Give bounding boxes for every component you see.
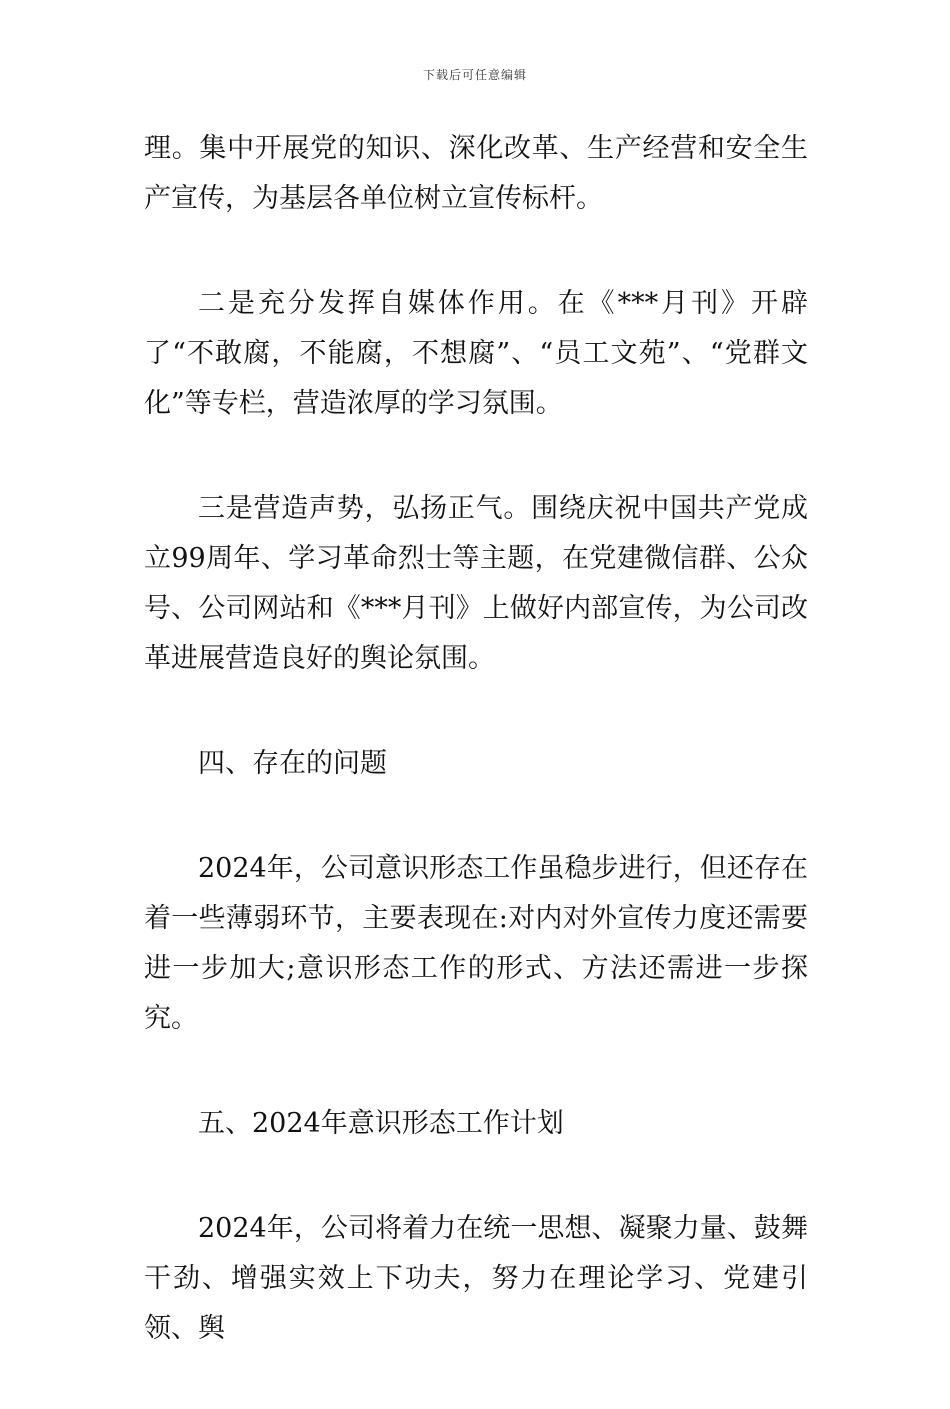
paragraph-self-media: 二是充分发挥自媒体作用。在《***月刊》开辟了“不敢腐，不能腐，不想腐”、“员工文苑”、“党群文化”等专栏，营造浓厚的学习氛围。 [144,288,808,419]
section-heading-plan: 五、2024年意识形态工作计划 [198,1108,564,1139]
document-body [144,124,808,1409]
paragraph-problems: 2024年，公司意识形态工作虽稳步进行，但还存在着一些薄弱环节，主要表现在:对内对外宣传力度还需要进一步加大;意识形态工作的形式、方法还需进一步探究。 [144,853,808,1034]
paragraph-momentum: 三是营造声势，弘扬正气。围绕庆祝中国共产党成立99周年、学习革命烈士等主题，在党建微信群、公众号、公司网站和《***月刊》上做好内部宣传，为公司改革进展营造良好的舆论氛围。 [144,493,808,674]
paragraph-plan: 2024年，公司将着力在统一思想、凝聚力量、鼓舞干劲、增强实效上下功夫，努力在理论学习、党建引领、舆 [144,1213,808,1344]
paragraph-continuation: 理。集中开展党的知识、深化改革、生产经营和安全生产宣传，为基层各单位树立宣传标杆。 [144,133,808,214]
section-heading-problems: 四、存在的问题 [198,748,387,779]
page-header-note: 下载后可任意编辑 [422,68,527,82]
